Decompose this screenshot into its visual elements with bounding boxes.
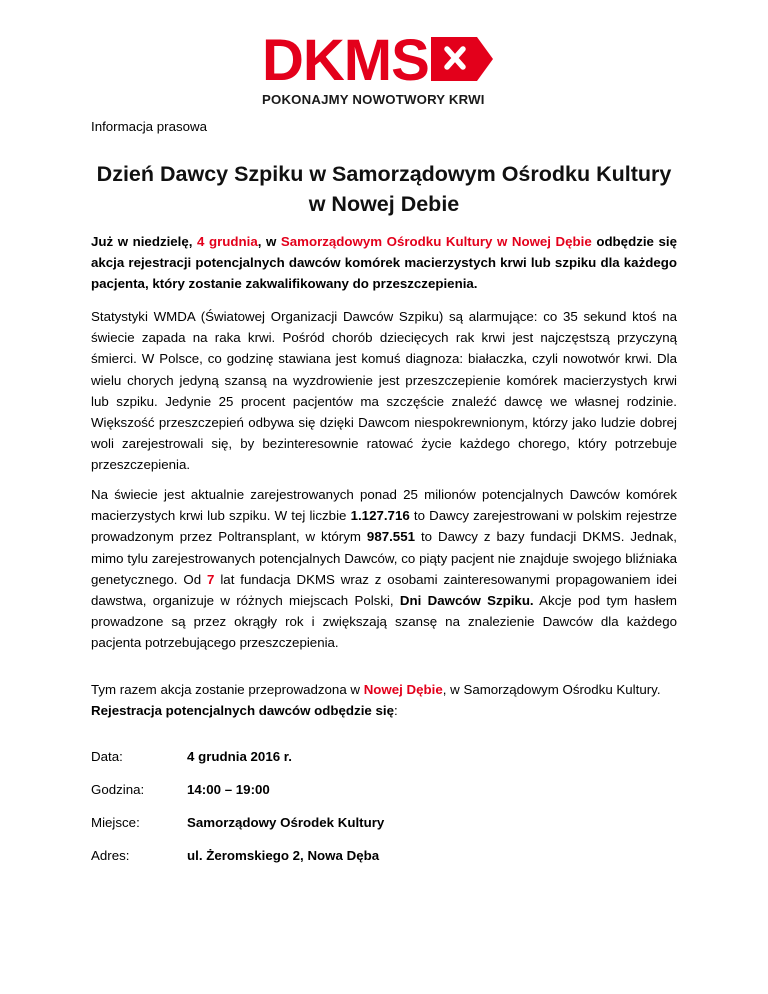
p2-text: Akcje pod tym hasłem prowadzone są przez okrągły rok i zwiększają szansę na znalezienie Dawców dla każdego pacjenta potrzebującego przeszczepienia. [91,593,678,651]
p2-text: to Dawcy z bazy fundacji DKMS. Jednak, mimo tylu zarejestrowanych potencjalnych Dawców, co piąty pacjent nie znajduje swojego bliźniaka genetycznego. Od [91,529,677,587]
logo-mark [262,28,512,93]
lead-paragraph [91,231,677,295]
detail-value: ul. Żeromskiego 2, Nowa Dęba [187,848,380,863]
registration-colon: : [393,703,398,719]
detail-label: Adres: [91,848,130,863]
event-place: Nowej Dębie [363,682,443,697]
lead-date: 4 grudnia [197,234,258,249]
page-title: Dzień Dawcy Szpiku w Samorządowym Ośrodku Kultury w Nowej Debie [96,162,672,216]
lead-venue: Samorządowym Ośrodku Kultury w Nowej Dębie [280,234,592,249]
polish-donor-count: 1.127.716 [350,508,410,524]
p2-text: to Dawcy zarejestrowani w polskim rejestrze prowadzonym przez Poltransplant, w którym [91,508,677,545]
p2-text: lat fundacja DKMS wraz z osobami zainteresowanymi propagowaniem idei dawstwa, organizuje w różnych miejscach Polski, [91,571,678,609]
detail-value: 14:00 – 19:00 [187,782,270,797]
event-details [91,749,677,881]
detail-row-time [91,782,677,815]
paragraph-registry [91,484,677,654]
logo-wordmark: DKMS [262,28,429,93]
document-label: Informacja prasowa [91,119,208,134]
p3-text: , w Samorządowym Ośrodku Kultury. [442,682,661,697]
p3-text: Tym razem akcja zostanie przeprowadzona w [91,682,364,697]
detail-label: Godzina: [91,782,145,797]
cross-badge-icon [431,37,493,86]
p2-text: Na świecie jest aktualnie zarejestrowanych ponad 25 milionów potencjalnych Dawców komórek macierzystych krwi lub szpiku. W tej liczbie [91,487,677,524]
detail-value: Samorządowy Ośrodek Kultury [187,815,385,830]
paragraph-event [91,679,677,721]
detail-label: Data: [91,749,123,764]
dkms-logo [262,28,512,107]
detail-row-date [91,749,677,782]
detail-value: 4 grudnia 2016 r. [187,749,292,764]
dkms-donor-count: 987.551 [366,529,415,545]
logo-tagline: POKONAJMY NOWOTWORY KRWI [262,92,485,107]
detail-row-address [91,848,677,881]
paragraph-statistics: Statystyki WMDA (Światowej Organizacji Dawców Szpiku) są alarmujące: co 35 sekund ktoś na świecie zapada na raka krwi. Pośród chorób dziecięcych rak krwi jest najczęstszą przyczyną śmierci. W Polsce, co godzinę stawiana jest komuś diagnoza: białaczka, czyli nowotwór krwi. Dla wielu chorych jedyną szansą na wyzdrowienie jest przeszczepienie komórek macierzystych krwi lub szpiku. Jedynie 25 procent pacjentów ma szczęście znaleźć dawcę we własnej rodzinie. Większość przeszczepień odbywa się dzięki Dawcom niespokrewnionym, którzy jako ludzie dobrej woli zarejestrowali się, by bezinteresownie ratować życie każdego chorego, który potrzebuje przeszczepienia. [91,309,677,473]
lead-text: odbędzie się akcja rejestracji potencjalnych dawców komórek macierzystych krwi lub szpiku dla każdego pacjenta, który zostanie zakwalifikowany do przeszczepienia. [91,234,677,292]
lead-text: Już w niedzielę, [91,234,198,249]
event-name: Dni Dawców Szpiku. [399,593,534,609]
years-count: 7 [207,571,215,587]
detail-label: Miejsce: [91,815,140,830]
detail-row-place [91,815,677,848]
lead-text: , w [257,234,281,249]
registration-heading: Rejestracja potencjalnych dawców odbędzie się [91,703,394,719]
